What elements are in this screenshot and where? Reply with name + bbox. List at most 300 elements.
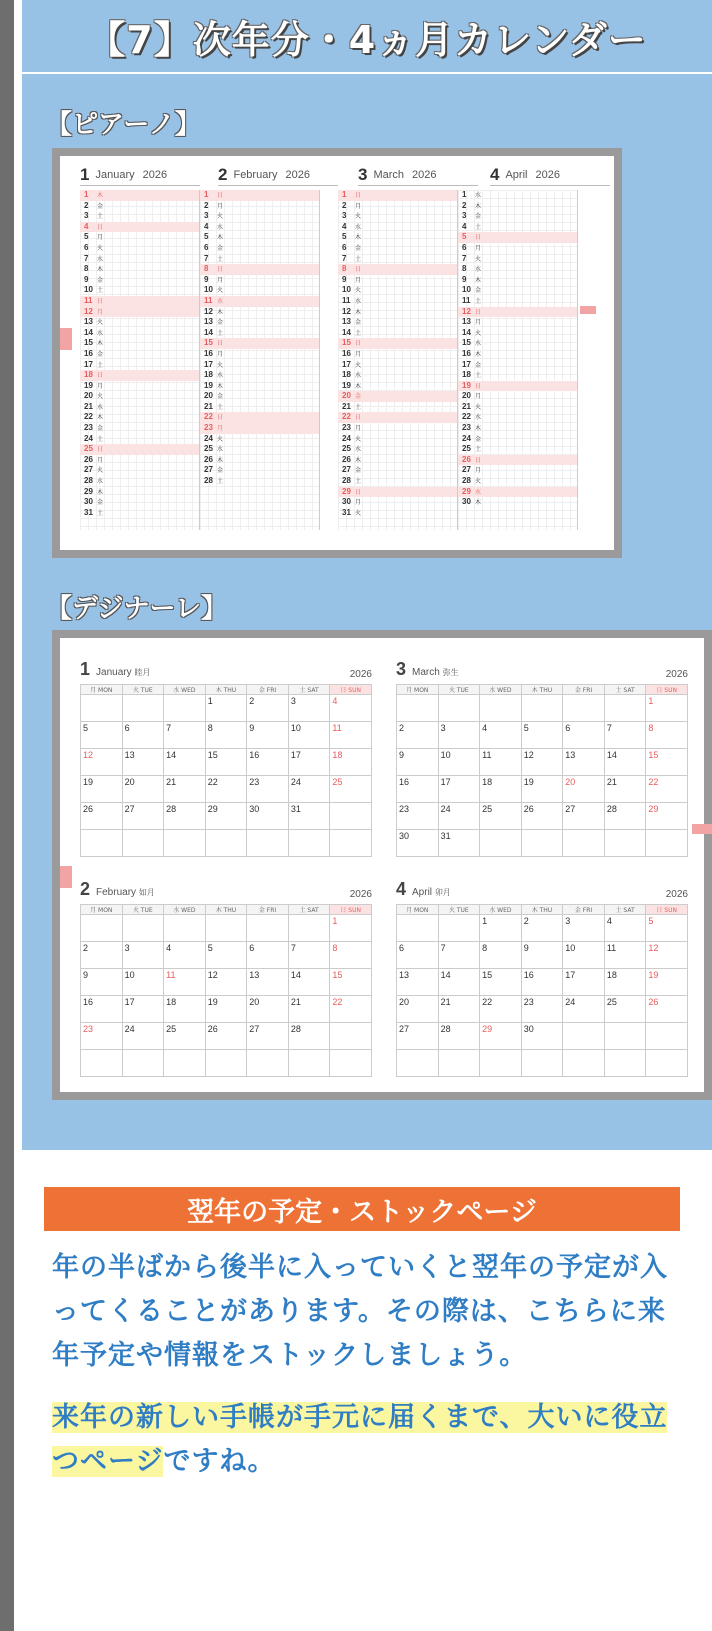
designare-day-cell: 18 bbox=[480, 776, 522, 803]
designare-day-cell: 21 bbox=[438, 996, 480, 1023]
pianono-day-row: 16 月 bbox=[204, 348, 224, 358]
designare-day-cell: 4 bbox=[604, 915, 646, 942]
designare-day-cell bbox=[288, 1050, 330, 1077]
page-title: 【7】次年分・4ヵ月カレンダー bbox=[87, 17, 647, 62]
pianono-day-row: 13 火 bbox=[84, 317, 104, 327]
designare-day-cell bbox=[397, 915, 439, 942]
designare-day-cell: 26 bbox=[646, 996, 688, 1023]
pianono-day-row: 8 水 bbox=[462, 264, 482, 274]
designare-day-cell bbox=[122, 1050, 164, 1077]
pianono-day-row: 4 土 bbox=[462, 221, 482, 231]
designare-day-cell: 30 bbox=[397, 830, 439, 857]
designare-day-cell: 15 bbox=[205, 749, 247, 776]
pianono-day-row: 27 金 bbox=[204, 465, 224, 475]
pianono-day-row: 11 水 bbox=[200, 296, 319, 307]
designare-day-cell: 13 bbox=[563, 749, 605, 776]
pianono-day-row: 7 土 bbox=[342, 253, 362, 263]
pianono-month-2-header: 2 February 2026 bbox=[218, 164, 338, 186]
designare-day-cell bbox=[330, 803, 372, 830]
designare-day-cell bbox=[438, 915, 480, 942]
designare-day-cell bbox=[122, 830, 164, 857]
pianono-day-row: 7 水 bbox=[84, 253, 104, 263]
pianono-january-column bbox=[80, 190, 200, 530]
designare-day-cell: 23 bbox=[247, 776, 289, 803]
pianono-day-row: 5 木 bbox=[342, 232, 362, 242]
description-paragraph: 年の半ばから後半に入っていくと翌年の予定が入ってくることがあります。その際は、こちらに来年予定や情報をストックしましょう。 bbox=[52, 1252, 668, 1371]
designare-day-cell bbox=[247, 915, 289, 942]
pianono-label: 【ピアーノ】 bbox=[46, 110, 201, 140]
pianono-month-4-header: 4 April 2026 bbox=[490, 164, 610, 186]
designare-day-cell bbox=[438, 695, 480, 722]
pianono-day-row: 12 日 bbox=[458, 307, 577, 318]
designare-day-cell: 3 bbox=[122, 942, 164, 969]
pianono-day-row: 24 火 bbox=[342, 433, 362, 443]
designare-day-cell bbox=[122, 695, 164, 722]
designare-day-cell: 17 bbox=[438, 776, 480, 803]
pianono-day-row: 15 日 bbox=[200, 338, 319, 349]
designare-month-header: 1 January 睦月 2026 bbox=[80, 659, 372, 680]
pianono-day-row: 26 月 bbox=[84, 454, 104, 464]
designare-day-cell: 2 bbox=[81, 942, 123, 969]
designare-day-cell bbox=[288, 830, 330, 857]
designare-day-cell bbox=[521, 695, 563, 722]
pianono-day-row: 25 水 bbox=[342, 444, 362, 454]
pianono-day-row: 5 日 bbox=[458, 232, 577, 243]
pianono-day-row: 29 日 bbox=[338, 487, 457, 498]
designare-day-cell: 22 bbox=[330, 996, 372, 1023]
pianono-day-row: 23 月 bbox=[342, 423, 362, 433]
designare-day-cell: 1 bbox=[646, 695, 688, 722]
designare-day-cell: 28 bbox=[164, 803, 206, 830]
designare-day-cell bbox=[81, 695, 123, 722]
designare-day-cell bbox=[604, 830, 646, 857]
pianono-day-row: 14 水 bbox=[84, 327, 104, 337]
designare-day-cell: 13 bbox=[247, 969, 289, 996]
pianono-day-row: 17 火 bbox=[342, 359, 362, 369]
pianono-day-row: 21 土 bbox=[342, 401, 362, 411]
pianono-day-row: 13 金 bbox=[204, 317, 224, 327]
pianono-day-row: 5 木 bbox=[204, 232, 224, 242]
pianono-day-row: 13 金 bbox=[342, 317, 362, 327]
designare-day-cell: 30 bbox=[521, 1023, 563, 1050]
designare-day-cell: 12 bbox=[646, 942, 688, 969]
designare-day-cell bbox=[480, 695, 522, 722]
pianono-day-row: 3 土 bbox=[84, 211, 104, 221]
designare-day-cell bbox=[164, 695, 206, 722]
designare-day-cell: 13 bbox=[122, 749, 164, 776]
pianono-day-row: 11 日 bbox=[80, 296, 199, 307]
designare-day-cell: 22 bbox=[480, 996, 522, 1023]
designare-day-cell: 27 bbox=[397, 1023, 439, 1050]
designare-day-cell: 25 bbox=[330, 776, 372, 803]
designare-day-cell: 8 bbox=[330, 942, 372, 969]
designare-day-cell: 8 bbox=[480, 942, 522, 969]
section-heading-bar bbox=[44, 1187, 680, 1231]
designare-day-cell: 24 bbox=[122, 1023, 164, 1050]
pianono-day-row: 17 土 bbox=[84, 359, 104, 369]
designare-day-cell: 15 bbox=[330, 969, 372, 996]
pianono-day-row: 30 木 bbox=[462, 497, 482, 507]
designare-day-cell: 27 bbox=[122, 803, 164, 830]
designare-day-cell: 29 bbox=[646, 803, 688, 830]
designare-day-cell: 16 bbox=[247, 749, 289, 776]
pianono-day-row: 2 木 bbox=[462, 200, 482, 210]
pianono-day-row: 15 水 bbox=[462, 338, 482, 348]
pianono-day-row: 25 日 bbox=[80, 444, 199, 455]
designare-day-cell: 26 bbox=[81, 803, 123, 830]
pianono-day-row: 10 土 bbox=[84, 285, 104, 295]
designare-day-cell bbox=[247, 830, 289, 857]
designare-day-cell bbox=[563, 695, 605, 722]
designare-day-cell: 1 bbox=[480, 915, 522, 942]
designare-month-march: 3 March 弥生 2026 月 MON 火 TUE 水 WED 木 THU 金 FRI 土 SAT 日 SUN 1 2 3 4 5 6 7 8 9 10 11 12 13 14 15 16 17 18 19 20 21 22 23 24 25 26 27 28 29 30 31 bbox=[396, 654, 688, 857]
designare-day-cell: 24 bbox=[563, 996, 605, 1023]
designare-day-cell bbox=[330, 830, 372, 857]
pianono-day-row: 22 日 bbox=[200, 412, 319, 423]
designare-month-february: 2 February 如月 2026 月 MON 火 TUE 水 WED 木 THU 金 FRI 土 SAT 日 SUN 1 2 3 4 5 6 7 8 9 10 11 12 13 14 15 16 17 18 19 20 21 22 23 24 25 26 27 28 bbox=[80, 874, 372, 1077]
designare-day-cell bbox=[646, 1023, 688, 1050]
pianono-day-row: 28 土 bbox=[204, 476, 224, 486]
highlight-paragraph bbox=[52, 1396, 682, 1484]
designare-day-cell bbox=[563, 1050, 605, 1077]
designare-day-cell bbox=[438, 1050, 480, 1077]
pianono-day-row: 3 火 bbox=[342, 211, 362, 221]
designare-day-cell: 14 bbox=[288, 969, 330, 996]
pianono-calendar-image bbox=[52, 148, 622, 558]
designare-day-cell bbox=[330, 1050, 372, 1077]
index-tab-mark bbox=[60, 866, 72, 888]
designare-day-cell: 28 bbox=[438, 1023, 480, 1050]
pianono-day-row: 29 水 bbox=[458, 487, 577, 498]
pianono-day-row: 22 水 bbox=[462, 412, 482, 422]
pianono-day-row: 17 火 bbox=[204, 359, 224, 369]
designare-day-cell: 11 bbox=[604, 942, 646, 969]
pianono-day-row: 4 日 bbox=[80, 222, 199, 233]
pianono-day-row: 14 火 bbox=[462, 327, 482, 337]
pianono-day-row: 30 金 bbox=[84, 497, 104, 507]
pianono-day-row: 1 日 bbox=[200, 190, 319, 201]
designare-day-cell: 16 bbox=[521, 969, 563, 996]
pianono-day-row: 14 土 bbox=[204, 327, 224, 337]
pianono-day-row: 31 火 bbox=[342, 507, 362, 517]
designare-day-cell: 22 bbox=[646, 776, 688, 803]
designare-day-cell: 24 bbox=[288, 776, 330, 803]
designare-day-cell: 9 bbox=[397, 749, 439, 776]
designare-day-cell bbox=[330, 1023, 372, 1050]
designare-day-cell: 2 bbox=[521, 915, 563, 942]
designare-day-cell: 16 bbox=[397, 776, 439, 803]
designare-day-cell: 9 bbox=[247, 722, 289, 749]
designare-month-january: 1 January 睦月 2026 月 MON 火 TUE 水 WED 木 THU 金 FRI 土 SAT 日 SUN 1 2 3 4 5 6 7 8 9 10 11 12 13 14 15 16 17 18 19 20 21 22 23 24 25 26 27 28 29 30 31 bbox=[80, 654, 372, 857]
pianono-day-row: 14 土 bbox=[342, 327, 362, 337]
designare-day-cell: 27 bbox=[247, 1023, 289, 1050]
pianono-day-row: 4 水 bbox=[204, 221, 224, 231]
pianono-day-row: 20 金 bbox=[204, 391, 224, 401]
designare-day-cell bbox=[563, 1023, 605, 1050]
pianono-day-row: 8 日 bbox=[338, 264, 457, 275]
designare-day-cell: 11 bbox=[480, 749, 522, 776]
highlighted-text: 来年の新しい手帳が手元に届くまで、大いに役立つページ bbox=[52, 1402, 668, 1477]
designare-month-header: 2 February 如月 2026 bbox=[80, 879, 372, 900]
designare-day-cell: 18 bbox=[164, 996, 206, 1023]
pianono-day-row: 10 火 bbox=[342, 285, 362, 295]
designare-day-cell: 20 bbox=[397, 996, 439, 1023]
pianono-day-row: 21 火 bbox=[462, 401, 482, 411]
pianono-day-row: 18 水 bbox=[342, 370, 362, 380]
pianono-day-row: 24 金 bbox=[462, 433, 482, 443]
designare-day-cell bbox=[205, 1050, 247, 1077]
designare-day-cell: 13 bbox=[397, 969, 439, 996]
pianono-day-row: 1 日 bbox=[338, 190, 457, 201]
pianono-day-row: 23 金 bbox=[84, 423, 104, 433]
designare-day-cell: 5 bbox=[205, 942, 247, 969]
pianono-day-row: 10 金 bbox=[462, 285, 482, 295]
pianono-day-row: 6 火 bbox=[84, 242, 104, 252]
designare-label: 【デジナーレ】 bbox=[46, 594, 227, 624]
designare-day-cell bbox=[604, 1050, 646, 1077]
designare-day-cell: 1 bbox=[205, 695, 247, 722]
pianono-day-row: 15 木 bbox=[84, 338, 104, 348]
page-header bbox=[22, 0, 712, 74]
designare-day-cell: 8 bbox=[646, 722, 688, 749]
pianono-day-row: 19 月 bbox=[84, 380, 104, 390]
pianono-april-column bbox=[458, 190, 578, 530]
designare-day-cell: 18 bbox=[604, 969, 646, 996]
designare-day-cell bbox=[164, 915, 206, 942]
designare-day-cell: 8 bbox=[205, 722, 247, 749]
designare-day-cell bbox=[397, 1050, 439, 1077]
designare-day-cell: 10 bbox=[288, 722, 330, 749]
pianono-day-row: 9 月 bbox=[342, 274, 362, 284]
designare-day-cell bbox=[480, 830, 522, 857]
pianono-day-row: 6 月 bbox=[462, 242, 482, 252]
designare-month-header: 4 April 卯月 2026 bbox=[396, 879, 688, 900]
designare-day-cell: 10 bbox=[122, 969, 164, 996]
pianono-day-row: 12 木 bbox=[342, 306, 362, 316]
designare-day-cell bbox=[288, 915, 330, 942]
pianono-month-3-header: 3 March 2026 bbox=[358, 164, 478, 186]
designare-day-cell: 22 bbox=[205, 776, 247, 803]
pianono-day-row: 12 月 bbox=[80, 307, 199, 318]
designare-month-april: 4 April 卯月 2026 月 MON 火 TUE 水 WED 木 THU 金 FRI 土 SAT 日 SUN 1 2 3 4 5 6 7 8 9 10 11 12 13 14 15 16 17 18 19 20 21 22 23 24 25 26 27 28 29 30 bbox=[396, 874, 688, 1077]
designare-day-cell: 5 bbox=[646, 915, 688, 942]
pianono-day-row: 20 金 bbox=[338, 391, 457, 402]
pianono-day-row: 26 日 bbox=[458, 455, 577, 466]
designare-day-cell: 29 bbox=[205, 803, 247, 830]
designare-day-cell: 28 bbox=[604, 803, 646, 830]
designare-day-cell: 24 bbox=[438, 803, 480, 830]
designare-day-cell: 29 bbox=[480, 1023, 522, 1050]
pianono-day-row: 26 木 bbox=[204, 454, 224, 464]
section-heading: 翌年の予定・ストックページ bbox=[187, 1196, 537, 1228]
designare-day-cell: 12 bbox=[521, 749, 563, 776]
pianono-day-row: 20 火 bbox=[84, 391, 104, 401]
designare-day-cell: 10 bbox=[438, 749, 480, 776]
pianono-day-row: 16 金 bbox=[84, 348, 104, 358]
pianono-day-row: 8 日 bbox=[200, 264, 319, 275]
designare-day-cell: 7 bbox=[438, 942, 480, 969]
designare-day-cell bbox=[646, 830, 688, 857]
designare-day-cell: 25 bbox=[604, 996, 646, 1023]
designare-day-cell: 28 bbox=[288, 1023, 330, 1050]
pianono-day-row: 23 木 bbox=[462, 423, 482, 433]
index-tab-mark bbox=[60, 328, 72, 350]
designare-day-cell: 25 bbox=[164, 1023, 206, 1050]
pianono-day-row: 16 木 bbox=[462, 348, 482, 358]
paragraph-ending: ですね。 bbox=[163, 1446, 276, 1477]
designare-month-header: 3 March 弥生 2026 bbox=[396, 659, 688, 680]
designare-day-cell bbox=[563, 830, 605, 857]
designare-day-cell: 14 bbox=[438, 969, 480, 996]
pianono-day-row: 11 土 bbox=[462, 295, 482, 305]
designare-day-cell: 7 bbox=[604, 722, 646, 749]
designare-day-cell: 6 bbox=[122, 722, 164, 749]
designare-day-cell: 15 bbox=[480, 969, 522, 996]
designare-day-cell: 4 bbox=[330, 695, 372, 722]
pianono-day-row: 19 木 bbox=[342, 380, 362, 390]
pianono-day-row: 17 金 bbox=[462, 359, 482, 369]
pianono-day-row: 11 水 bbox=[342, 295, 362, 305]
pianono-day-row: 24 土 bbox=[84, 433, 104, 443]
designare-day-cell: 7 bbox=[164, 722, 206, 749]
pianono-day-row: 2 月 bbox=[342, 200, 362, 210]
designare-day-cell: 26 bbox=[521, 803, 563, 830]
pianono-day-row: 7 火 bbox=[462, 253, 482, 263]
designare-day-cell bbox=[122, 915, 164, 942]
designare-day-cell: 10 bbox=[563, 942, 605, 969]
pianono-day-row: 6 金 bbox=[204, 242, 224, 252]
pianono-day-row: 22 木 bbox=[84, 412, 104, 422]
designare-day-cell: 4 bbox=[164, 942, 206, 969]
designare-day-cell: 14 bbox=[164, 749, 206, 776]
pianono-day-row: 1 水 bbox=[462, 190, 482, 199]
designare-day-cell: 30 bbox=[247, 803, 289, 830]
designare-day-cell: 2 bbox=[247, 695, 289, 722]
designare-day-cell: 2 bbox=[397, 722, 439, 749]
designare-day-cell: 14 bbox=[604, 749, 646, 776]
pianono-day-row: 18 日 bbox=[80, 370, 199, 381]
pianono-day-row: 26 木 bbox=[342, 454, 362, 464]
pianono-day-row: 30 月 bbox=[342, 497, 362, 507]
pianono-day-row: 25 土 bbox=[462, 444, 482, 454]
designare-day-cell bbox=[521, 830, 563, 857]
left-edge-bar bbox=[0, 0, 14, 1631]
designare-day-cell bbox=[247, 1050, 289, 1077]
pianono-day-row: 24 火 bbox=[204, 433, 224, 443]
designare-day-cell: 17 bbox=[288, 749, 330, 776]
pianono-day-row: 21 土 bbox=[204, 401, 224, 411]
pianono-day-row: 27 火 bbox=[84, 465, 104, 475]
designare-day-cell: 5 bbox=[521, 722, 563, 749]
index-tab-mark bbox=[580, 306, 596, 314]
designare-day-cell: 3 bbox=[563, 915, 605, 942]
pianono-day-row: 9 月 bbox=[204, 274, 224, 284]
designare-day-cell: 9 bbox=[81, 969, 123, 996]
pianono-day-row: 1 木 bbox=[80, 190, 199, 201]
designare-day-cell: 23 bbox=[521, 996, 563, 1023]
pianono-day-row: 28 水 bbox=[84, 476, 104, 486]
designare-day-cell: 26 bbox=[205, 1023, 247, 1050]
pianono-day-row: 10 火 bbox=[204, 285, 224, 295]
designare-day-cell bbox=[646, 1050, 688, 1077]
designare-day-cell: 20 bbox=[247, 996, 289, 1023]
pianono-day-row: 28 土 bbox=[342, 476, 362, 486]
designare-day-cell: 25 bbox=[480, 803, 522, 830]
pianono-day-row: 3 火 bbox=[204, 211, 224, 221]
designare-day-cell: 9 bbox=[521, 942, 563, 969]
pianono-day-row: 20 月 bbox=[462, 391, 482, 401]
pianono-day-row: 23 月 bbox=[200, 423, 319, 434]
designare-day-cell: 21 bbox=[164, 776, 206, 803]
designare-day-cell: 15 bbox=[646, 749, 688, 776]
designare-day-cell: 20 bbox=[122, 776, 164, 803]
pianono-day-row: 16 月 bbox=[342, 348, 362, 358]
designare-day-cell bbox=[397, 695, 439, 722]
pianono-day-row: 15 日 bbox=[338, 338, 457, 349]
designare-day-cell: 7 bbox=[288, 942, 330, 969]
designare-day-cell bbox=[164, 830, 206, 857]
pianono-day-row: 19 木 bbox=[204, 380, 224, 390]
designare-day-cell: 3 bbox=[288, 695, 330, 722]
pianono-day-row: 29 木 bbox=[84, 486, 104, 496]
designare-day-cell: 17 bbox=[563, 969, 605, 996]
pianono-march-column bbox=[338, 190, 458, 530]
pianono-february-column bbox=[200, 190, 320, 530]
designare-day-cell bbox=[205, 830, 247, 857]
pianono-day-row: 3 金 bbox=[462, 211, 482, 221]
designare-day-cell: 27 bbox=[563, 803, 605, 830]
designare-day-cell bbox=[164, 1050, 206, 1077]
pianono-day-row: 31 土 bbox=[84, 507, 104, 517]
pianono-day-row: 2 金 bbox=[84, 200, 104, 210]
pianono-day-row: 9 木 bbox=[462, 274, 482, 284]
pianono-day-row: 18 水 bbox=[204, 370, 224, 380]
designare-day-cell bbox=[81, 915, 123, 942]
pianono-day-row: 4 水 bbox=[342, 221, 362, 231]
designare-day-cell: 19 bbox=[205, 996, 247, 1023]
pianono-day-row: 27 金 bbox=[342, 465, 362, 475]
designare-day-cell: 21 bbox=[604, 776, 646, 803]
pianono-day-row: 25 水 bbox=[204, 444, 224, 454]
designare-day-cell bbox=[480, 1050, 522, 1077]
designare-day-cell: 5 bbox=[81, 722, 123, 749]
pianono-day-row: 28 火 bbox=[462, 476, 482, 486]
designare-day-cell: 6 bbox=[247, 942, 289, 969]
designare-day-cell: 21 bbox=[288, 996, 330, 1023]
designare-day-cell: 11 bbox=[330, 722, 372, 749]
index-tab-mark bbox=[692, 824, 712, 834]
pianono-day-row: 12 木 bbox=[204, 306, 224, 316]
pianono-day-row: 2 月 bbox=[204, 200, 224, 210]
pianono-day-row: 7 土 bbox=[204, 253, 224, 263]
designare-day-cell: 31 bbox=[288, 803, 330, 830]
designare-day-cell: 18 bbox=[330, 749, 372, 776]
pianono-day-row: 8 木 bbox=[84, 264, 104, 274]
designare-day-cell: 16 bbox=[81, 996, 123, 1023]
designare-day-cell: 19 bbox=[81, 776, 123, 803]
designare-calendar-image bbox=[52, 630, 712, 1100]
designare-day-cell: 19 bbox=[521, 776, 563, 803]
designare-day-cell bbox=[81, 830, 123, 857]
designare-day-cell: 6 bbox=[563, 722, 605, 749]
pianono-day-row: 27 月 bbox=[462, 465, 482, 475]
designare-day-cell bbox=[205, 915, 247, 942]
pianono-day-row: 18 土 bbox=[462, 370, 482, 380]
designare-day-cell: 3 bbox=[438, 722, 480, 749]
designare-day-cell bbox=[604, 695, 646, 722]
pianono-day-row: 6 金 bbox=[342, 242, 362, 252]
designare-day-cell: 23 bbox=[397, 803, 439, 830]
